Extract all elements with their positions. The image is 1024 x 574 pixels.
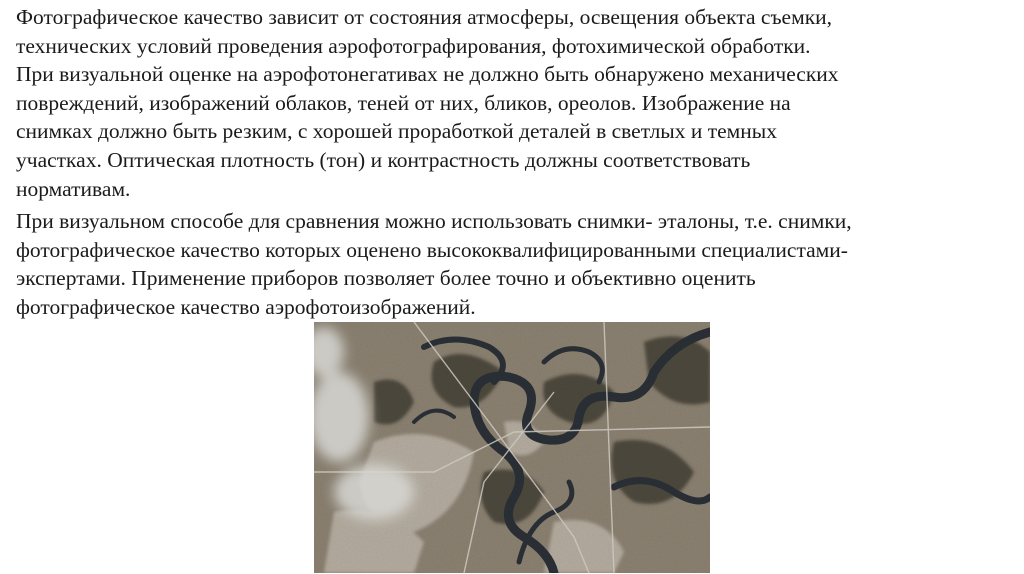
text-line: фотографическое качество аэрофотоизображений. [16, 294, 476, 319]
aerial-photo [314, 322, 710, 573]
text-line: При визуальной оценке на аэрофотонегативах не должно быть обнаружено механических [16, 62, 839, 87]
text-line: участках. Оптическая плотность (тон) и контрастность должны соответствовать [16, 147, 751, 172]
text-line: повреждений, изображений облаков, теней от них, бликов, ореолов. Изображение на [16, 90, 791, 115]
aerial-photo-graphic [314, 322, 710, 573]
text-line: Фотографическое качество зависит от состояния атмосферы, освещения объекта съемки, [16, 5, 833, 29]
text-line: снимках должно быть резким, с хорошей проработкой деталей в светлых и темных [16, 119, 777, 144]
text-line: экспертами. Применение приборов позволяет более точно и объективно оценить [16, 266, 756, 291]
text-line: фотографическое качество которых оценено высококвалифицированными специалистами- [16, 237, 848, 262]
text-line: нормативам. [16, 176, 131, 201]
text-line: При визуальном способе для сравнения можно использовать снимки- эталоны, т.е. снимки, [16, 209, 852, 233]
paragraph-photo-quality [16, 3, 1016, 203]
paragraph-visual-method [16, 207, 1016, 321]
text-line: технических условий проведения аэрофотографирования, фотохимической обработки. [16, 33, 811, 58]
